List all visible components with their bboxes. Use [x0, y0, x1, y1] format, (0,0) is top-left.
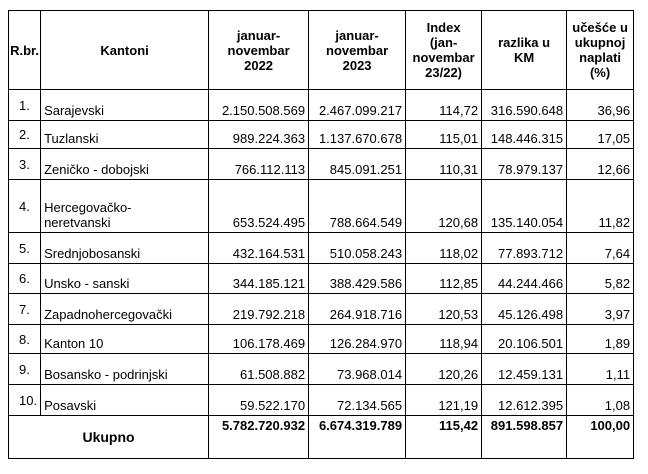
value-2023: 73.968.014: [309, 354, 406, 385]
canton-name: Posavski: [41, 385, 209, 416]
value-2022: 766.112.113: [209, 149, 309, 180]
table-row: [9, 149, 634, 180]
value-2022: 2.150.508.569: [209, 90, 309, 121]
value-2022: 653.524.495: [209, 180, 309, 233]
header-2023: januar- novembar 2023: [309, 11, 406, 90]
total-index: 115,42: [406, 416, 482, 459]
value-2023: 788.664.549: [309, 180, 406, 233]
difference-value: 44.244.466: [482, 264, 567, 294]
row-number: 6.: [9, 264, 41, 294]
canton-name: Zeničko - dobojski: [41, 149, 209, 180]
table-row: [9, 294, 634, 325]
table-row: [9, 180, 634, 233]
value-2023: 2.467.099.217: [309, 90, 406, 121]
value-2023: 72.134.565: [309, 385, 406, 416]
share-value: 3,97: [567, 294, 634, 325]
canton-name: Tuzlanski: [41, 121, 209, 149]
row-number: 10.: [9, 385, 41, 416]
table-row: [9, 354, 634, 385]
table-row: [9, 385, 634, 416]
total-label: Ukupno: [9, 416, 209, 459]
row-number: 8.: [9, 325, 41, 354]
value-2022: 989.224.363: [209, 121, 309, 149]
value-2023: 845.091.251: [309, 149, 406, 180]
value-2023: 510.058.243: [309, 233, 406, 264]
value-2023: 126.284.970: [309, 325, 406, 354]
index-value: 110,31: [406, 149, 482, 180]
index-value: 120,26: [406, 354, 482, 385]
row-number: 9.: [9, 354, 41, 385]
difference-value: 12.612.395: [482, 385, 567, 416]
value-2023: 1.137.670.678: [309, 121, 406, 149]
row-number: 3.: [9, 149, 41, 180]
header-ucesce: učešće u ukupnoj naplati (%): [567, 11, 634, 90]
canton-name: Sarajevski: [41, 90, 209, 121]
share-value: 7,64: [567, 233, 634, 264]
total-ucesce: 100,00: [567, 416, 634, 459]
total-2022: 5.782.720.932: [209, 416, 309, 459]
value-2023: 264.918.716: [309, 294, 406, 325]
index-value: 118,94: [406, 325, 482, 354]
difference-value: 77.893.712: [482, 233, 567, 264]
header-row: [9, 11, 634, 90]
share-value: 1,11: [567, 354, 634, 385]
index-value: 121,19: [406, 385, 482, 416]
share-value: 11,82: [567, 180, 634, 233]
canton-name: Zapadnohercegovački: [41, 294, 209, 325]
index-value: 120,53: [406, 294, 482, 325]
total-2023: 6.674.319.789: [309, 416, 406, 459]
difference-value: 45.126.498: [482, 294, 567, 325]
table-row: [9, 90, 634, 121]
difference-value: 20.106.501: [482, 325, 567, 354]
canton-name: Bosansko - podrinjski: [41, 354, 209, 385]
table-row: [9, 264, 634, 294]
header-razlika: razlika u KM: [482, 11, 567, 90]
index-value: 115,01: [406, 121, 482, 149]
canton-name: Unsko - sanski: [41, 264, 209, 294]
table-row: [9, 121, 634, 149]
share-value: 36,96: [567, 90, 634, 121]
index-value: 112,85: [406, 264, 482, 294]
table-row: [9, 233, 634, 264]
index-value: 120,68: [406, 180, 482, 233]
share-value: 1,08: [567, 385, 634, 416]
share-value: 17,05: [567, 121, 634, 149]
row-number: 5.: [9, 233, 41, 264]
share-value: 12,66: [567, 149, 634, 180]
total-row: [9, 416, 634, 459]
row-number: 4.: [9, 180, 41, 233]
total-razlika: 891.598.857: [482, 416, 567, 459]
table-container: [8, 10, 634, 459]
value-2022: 106.178.469: [209, 325, 309, 354]
row-number: 7.: [9, 294, 41, 325]
value-2022: 61.508.882: [209, 354, 309, 385]
header-2022: januar- novembar 2022: [209, 11, 309, 90]
row-number: 2.: [9, 121, 41, 149]
share-value: 5,82: [567, 264, 634, 294]
difference-value: 135.140.054: [482, 180, 567, 233]
share-value: 1,89: [567, 325, 634, 354]
difference-value: 78.979.137: [482, 149, 567, 180]
canton-name: Hercegovačko- neretvanski: [41, 180, 209, 233]
revenue-by-canton-table: [8, 10, 634, 459]
table-body: [9, 90, 634, 416]
difference-value: 316.590.648: [482, 90, 567, 121]
index-value: 118,02: [406, 233, 482, 264]
value-2022: 432.164.531: [209, 233, 309, 264]
difference-value: 12.459.131: [482, 354, 567, 385]
row-number: 1.: [9, 90, 41, 121]
canton-name: Kanton 10: [41, 325, 209, 354]
value-2022: 344.185.121: [209, 264, 309, 294]
header-rbr: R.br.: [9, 11, 41, 90]
table-row: [9, 325, 634, 354]
canton-name: Srednjobosanski: [41, 233, 209, 264]
value-2023: 388.429.586: [309, 264, 406, 294]
header-kantoni: Kantoni: [41, 11, 209, 90]
header-index: Index (jan- novembar 23/22): [406, 11, 482, 90]
difference-value: 148.446.315: [482, 121, 567, 149]
value-2022: 59.522.170: [209, 385, 309, 416]
index-value: 114,72: [406, 90, 482, 121]
value-2022: 219.792.218: [209, 294, 309, 325]
